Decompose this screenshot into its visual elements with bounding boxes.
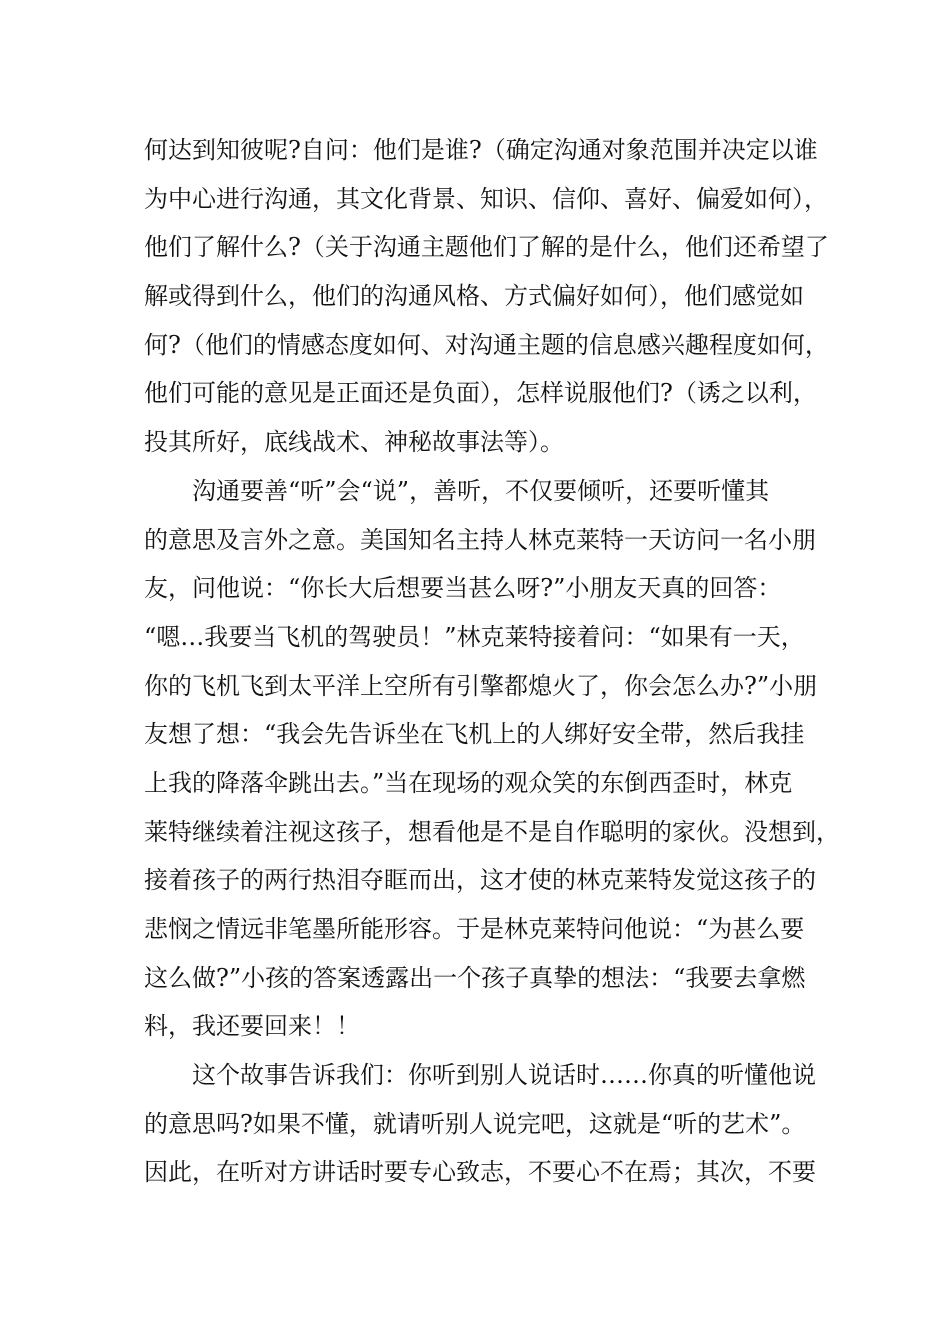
- text-line: 他们可能的意见是正面还是负面），怎样说服他们?（诱之以利，: [144, 379, 817, 408]
- text-line: 的意思及言外之意。美国知名主持人林克莱特一天访问一名小朋: [144, 525, 816, 554]
- text-line: 的意思吗?如果不懂，就请听别人说完吧，这就是“听的艺术”。: [144, 1109, 806, 1138]
- text-line: 料，我还要回来！！: [144, 1012, 360, 1041]
- text-line: 莱特继续着注视这孩子，想看他是不是自作聪明的家伙。没想到，: [144, 817, 840, 846]
- body-text: [144, 126, 840, 1197]
- text-line: 他们了解什么?（关于沟通主题他们了解的是什么，他们还希望了: [144, 233, 829, 262]
- text-line: 你的飞机飞到太平洋上空所有引擎都熄火了，你会怎么办?”小朋: [144, 671, 818, 700]
- text-line: 何?（他们的情感态度如何、对沟通主题的信息感兴趣程度如何，: [144, 330, 829, 359]
- paragraph-first-line: 这个故事告诉我们：你听到别人说话时……你真的听懂他说: [192, 1061, 816, 1090]
- text-line: 为中心进行沟通，其文化背景、知识、信仰、喜好、偏爱如何），: [144, 184, 828, 213]
- text-line: 接着孩子的两行热泪夺眶而出，这才使的林克莱特发觉这孩子的: [144, 866, 816, 895]
- text-line: 上我的降落伞跳出去。”当在现场的观众笑的东倒西歪时，林克: [144, 768, 793, 797]
- text-line: 友，问他说：“你长大后想要当甚么呀?”小朋友天真的回答：: [144, 574, 782, 603]
- text-line: 何达到知彼呢?自问：他们是谁?（确定沟通对象范围并决定以谁: [144, 136, 818, 164]
- paragraph-first-line: 沟通要善“听”会“说”，善听，不仅要倾听，还要听懂其: [192, 476, 770, 505]
- text-line: 投其所好，底线战术、神秘故事法等）。: [144, 428, 564, 457]
- text-line: 这么做?”小孩的答案透露出一个孩子真挚的想法：“我要去拿燃: [144, 963, 806, 992]
- text-line: 友想了想：“我会先告诉坐在飞机上的人绑好安全带，然后我挂: [144, 720, 805, 749]
- text-line: 因此，在听对方讲话时要专心致志，不要心不在焉；其次，不要: [144, 1158, 816, 1187]
- text-line: 解或得到什么，他们的沟通风格、方式偏好如何），他们感觉如: [144, 282, 804, 311]
- text-line: “嗯…我要当飞机的驾驶员！”林克莱特接着问：“如果有一天，: [144, 622, 805, 651]
- text-line: 悲悯之情远非笔墨所能形容。于是林克莱特问他说：“为甚么要: [144, 915, 805, 943]
